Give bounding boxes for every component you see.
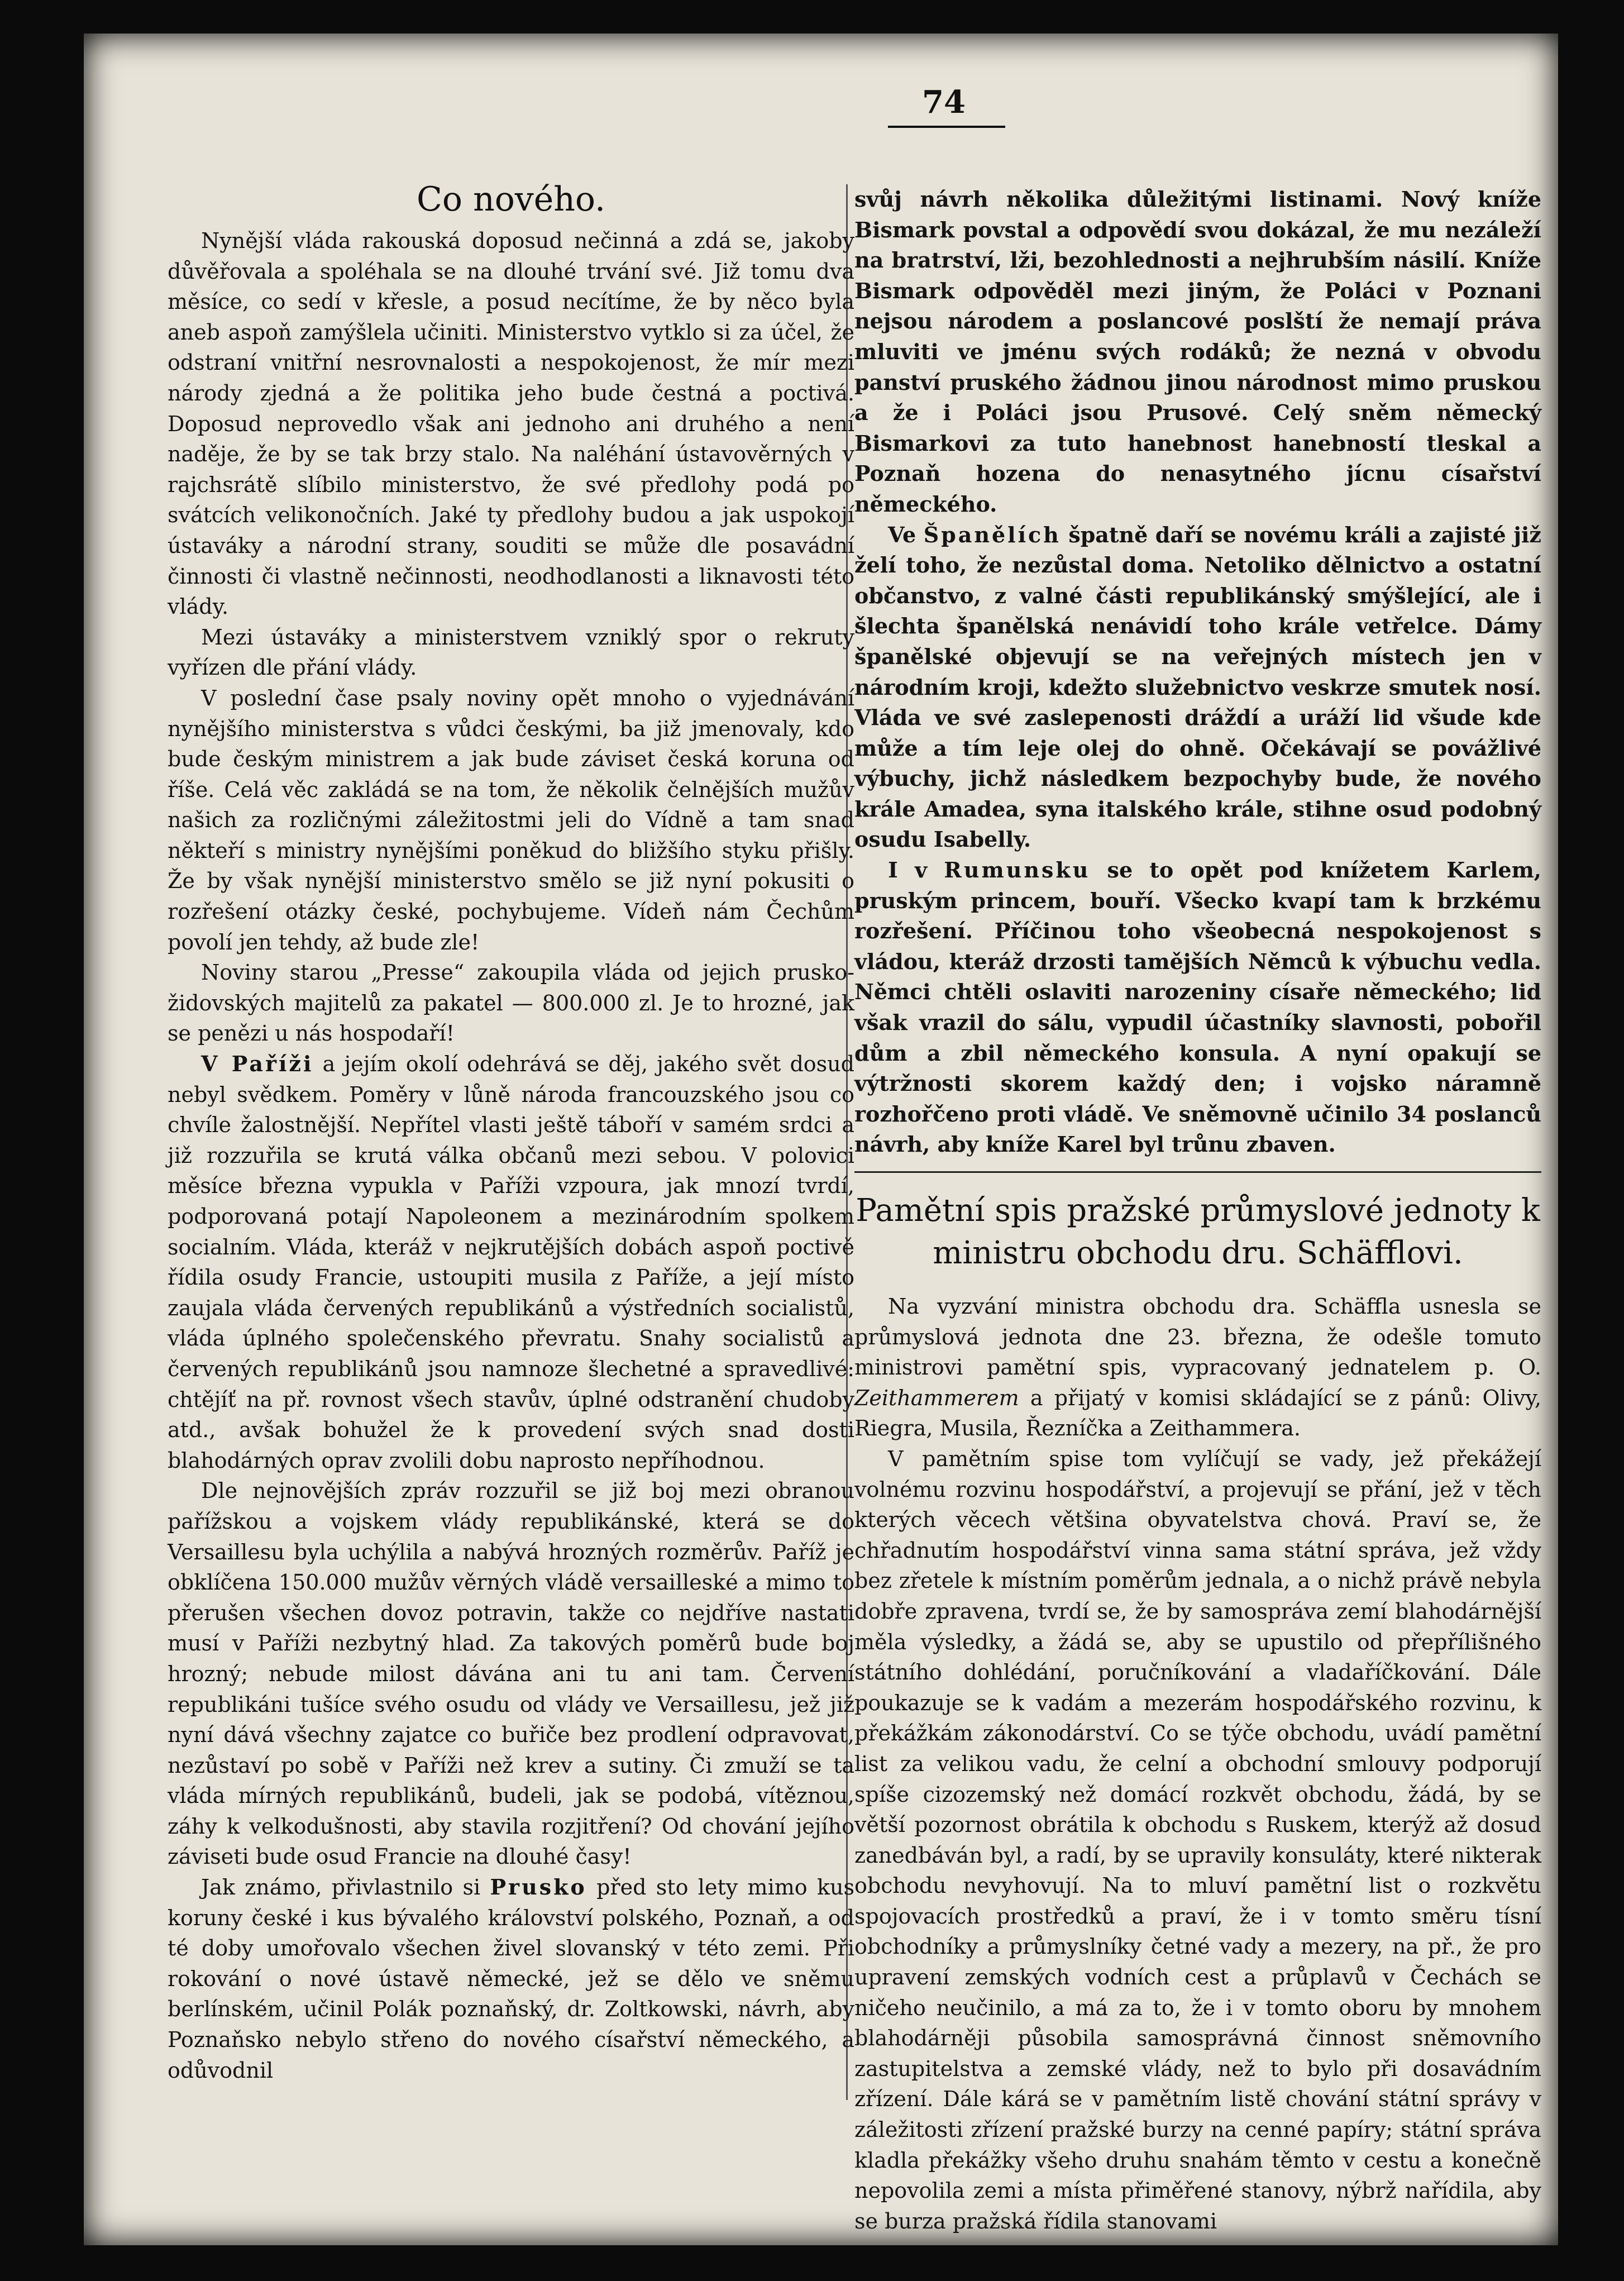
paragraph: [168, 1049, 854, 1476]
paragraph: [854, 520, 1541, 856]
paragraph: Dle nejnovějších zpráv rozzuřil se již boj mezi obranou pařížskou a vojskem vlády republikánské, která se do Versaillesu byla uchýlila a nabývá hrozných rozměrův. Paříž je obklíčena 150.000 mužův věrných vládě versailleské a mimo to přerušen všechen dovoz potravin, takže co nejdříve nastati musí v Paříži nezbytný hlad. Za takových poměrů bude boj hrozný; nebude milost dávána ani tu ani tam. Červení republikáni tušíce svého osudu od vlády ve Versaillesu, jež již nyní dává všechny zajatce co buřiče bez prodlení odpravovat, nezůstaví po sobě v Paříži než krev a sutiny. Či zmuží se ta vláda mírných republikánů, budeli, jak se podobá, vítěznou, záhy k velkodušnosti, aby stavila rozjitření? Od chování jejího záviseti bude osud Francie na dlouhé časy!: [168, 1478, 854, 1869]
paragraph-text: se to opět pod knížetem Karlem, pruským princem, bouří. Všecko kvapí tam k brzkému rozřešení. Příčinou toho všeobecná nespokojenost s vládou, kteráž drzosti tamějších Němců k výbuchu vedla. Němci chtěli oslaviti narozeniny císaře německého; lid však vrazil do sálu, vypudil účastníky slavnosti, pobořil dům a zbil německého konsula. A nyní opakují se výtržnosti skorem každý den; i vojsko náramně rozhořčeno proti vládě. Ve sněmovně učinilo 34 poslanců návrh, aby kníže Karel byl trůnu zbaven.: [854, 857, 1542, 1157]
paragraph: [168, 1872, 854, 2086]
section-title: Co nového.: [416, 180, 606, 219]
paragraph: svůj návrh několika důležitými listinami. Nový kníže Bismark povstal a odpovědí svou dokázal, že mu nezáleží na bratrství, lži, bezohlednosti a nejhrubším násilí. Kníže Bismark odpověděl mezi jiným, že Poláci v Poznani nejsou národem a poslancové poslští že nemají práva mluviti ve jménu svých rodáků; že nezná v obvodu panství pruského žádnou jinou národnost mimo pruskou a že i Poláci jsou Prusové. Celý sněm německý Bismarkovi za tuto hanebnost hanebností tleskal a Poznaň hozena do nenasytného jícnu císařství německého.: [854, 187, 1541, 517]
page-number: 74: [922, 84, 966, 121]
paragraph-text: a přijatý v komisi skládající se z pánů: Olivy, Riegra, Musila, Řezníčka a Zeithammera.: [854, 1385, 1541, 1441]
paragraph-text: a jejím okolí odehrává se děj, jakého svět dosud nebyl svědkem. Poměry v lůně národa francouzského jsou co chvíle žalostnější. Nepřítel vlasti ještě táboří v samém srdci a již rozzuřila se krutá válka občanů mezi sebou. V polovici měsíce března vypukla v Paříži vzpoura, jak mnozí tvrdí, podporovaná potají Napoleonem a mezinárodním spolkem socialním. Vláda, kteráž v nejkrutějších dobách aspoň poctivě řídila osudy Francie, ustoupiti musila z Paříže, a její místo zaujala vláda červených republikánů a výstředních socialistů, vláda úplného společenského převratu. Snahy socialistů a červených republikánů jsou namnoze šlechetné a spravedlivé: chtějíť na př. rovnost všech stavův, úplné odstranění chudoby atd., avšak bohužel že k provedení svých snad dosti blahodárných oprav zvolili dobu naprosto nepříhodnou.: [168, 1052, 854, 1473]
paragraph: [854, 855, 1541, 1160]
paragraph: Noviny starou „Presse“ zakoupila vláda od jejich prusko-židovských majitelů za pakatel — 800.000 zl. Je to hrozné, jak se penězi u nás hospodaří!: [168, 960, 854, 1046]
section-separator: [854, 1171, 1541, 1173]
left-column: [168, 179, 854, 2086]
newspaper-page: [84, 34, 1558, 2245]
article-title: Pamětní spis pražské průmyslové jednoty k ministru obchodu dru. Schäfflovi.: [856, 1192, 1540, 1271]
paragraph-text: před sto lety mimo kus koruny české i kus bývalého království polského, Poznaň, a od té doby umořovalo všechen živel slovanský v této zemi. Při rokování o nové ústavě německé, jež se dělo ve sněmu berlínském, učinil Polák poznaňský, dr. Zoltkowski, návrh, aby Poznaňsko nebylo střeno do nového císařství německého, a odůvodnil: [168, 1875, 854, 2083]
place-heading: Rumunsku: [944, 857, 1091, 883]
page-number-rule: [888, 126, 1005, 128]
place-heading: V Paříži: [201, 1051, 314, 1077]
paragraph: V poslední čase psaly noviny opět mnoho o vyjednávání nynějšího ministerstva s vůdci českými, ba již jmenovaly, kdo bude českým ministrem a jak bude záviset česká koruna od říše. Celá věc zakládá se na tom, že několik čelnějších mužův našich za rozličnými záležitostmi jeli do Vídně a tam snad někteří s ministry nynějšími poněkud do bližšího styku přišly. Že by však nynější ministerstvo smělo se již nyní pokusiti o rozřešení otázky české, pochybujeme. Vídeň nám Čechům povolí jen tehdy, až bude zle!: [168, 685, 854, 955]
place-heading: Španělích: [923, 522, 1061, 547]
right-column: [854, 184, 1541, 2236]
paragraph: Mezi ústaváky a ministerstvem vzniklý spor o rekruty vyřízen dle přání vlády.: [168, 624, 854, 680]
author-name: Zeithammerem: [854, 1385, 1019, 1410]
paragraph: Nynější vláda rakouská doposud nečinná a zdá se, jakoby důvěřovala a spoléhala se na dlouhé trvání své. Již tomu dva měsíce, co sedí v křesle, a posud necítíme, že by něco byla aneb aspoň zamýšlela učiniti. Ministerstvo vytklo si za účel, že odstraní vnitřní nesrovnalosti a nespokojenost, že mír mezi národy zjedná a že politika jeho bude čestná a poctivá. Doposud neprovedlo však ani jednoho ani druhého a není naděje, že by se tak brzy stalo. Na naléhání ústavověrných v rajchsrátě slíbilo ministerstvo, že své předlohy podá po svátcích velikonočních. Jaké ty předlohy budou a jak uspokojí ústaváky a národní strany, souditi se může dle posavádní činnosti či vlastně nečinnosti, neodhodlanosti a liknavosti této vlády.: [168, 228, 854, 619]
paragraph: V pamětním spise tom vylíčují se vady, jež překážejí volnému rozvinu hospodářství, a projevují se přání, jež v těch kterých věcech většina obyvatelstva chová. Praví se, že chřadnutím hospodářství vinna sama státní správa, jež vždy bez zřetele k místním poměrům jednala, a o nichž právě nebyla dobře zpravena, tvrdí se, že by samospráva zemí blahodárnější měla výsledky, a žádá se, aby se upustilo od přepřílišného státního dohlédání, poručníkování a vladaříčkování. Dále poukazuje se k vadám a mezerám hospodářského rozvinu, k překážkám zákonodárství. Co se týče obchodu, uvádí pamětní list za velikou vadu, že celní a obchodní smlouvy podporují spíše cizozemský než domácí rozkvět obchodu, žádá, by se větší pozornost obrátila k obchodu s Ruskem, kterýž až dosud zanedbáván byl, a radí, by se upravily konsuláty, které nikterak obchodu nevyhovují. Na to mluví pamětní list o rozkvětu spojovacích prostředků a praví, že i v tomto směru tísní obchodníky a průmyslníky četné vady a mezery, na př., že pro upravení zemských vodních cest a průplavů v Čechách se ničeho neučinilo, a má za to, že i v tomto oboru by mnohem blahodárněji působila samosprávná činnost sněmovního zastupitelstva a zemské vlády, než to bylo při dosavádním zřízení. Dále kárá se v pamětním listě chování státní správy v záležitosti zřízení pražské burzy na cenné papíry; státní správa kladla překážky všeho druhu snahám těmto v cestu a konečně nepovolila zemi a místa přiměřené stanovy, nýbrž nařídila, aby se burza pražská řídila stanovami: [854, 1446, 1541, 2234]
place-heading: Prusko: [490, 1874, 587, 1900]
paragraph-lead: Jak známo, přivlastnilo si: [201, 1875, 481, 1900]
paragraph-text: špatně daří se novému králi a zajisté již želí toho, že nezůstal doma. Netoliko dělnictvo a ostatní občanstvo, z valné části republikánský smýšlející, ale i šlechta španělská nenávidí toho krále vetřelce. Dámy španělské objevují se na veřejných místech jen v národním kroji, kdežto služebnictvo veskrze smutek nosí. Vláda ve své zaslepenosti dráždí a uráží lid všude kde může a tím leje olej do ohně. Očekávají se povážlivé výbuchy, jichž následkem bezpochyby bude, že nového krále Amadea, syna italského krále, stihne osud podobný osudu Isabelly.: [854, 522, 1541, 852]
paragraph-text: Na vyzvání ministra obchodu dra. Schäffla usnesla se průmyslová jednota dne 23. března, že odešle tomuto ministrovi pamětní spis, vypracovaný jednatelem p. O.: [854, 1294, 1541, 1380]
paragraph: [854, 1291, 1541, 1444]
paragraph-lead: Ve: [888, 522, 916, 547]
paragraph-lead: I v: [888, 857, 928, 883]
